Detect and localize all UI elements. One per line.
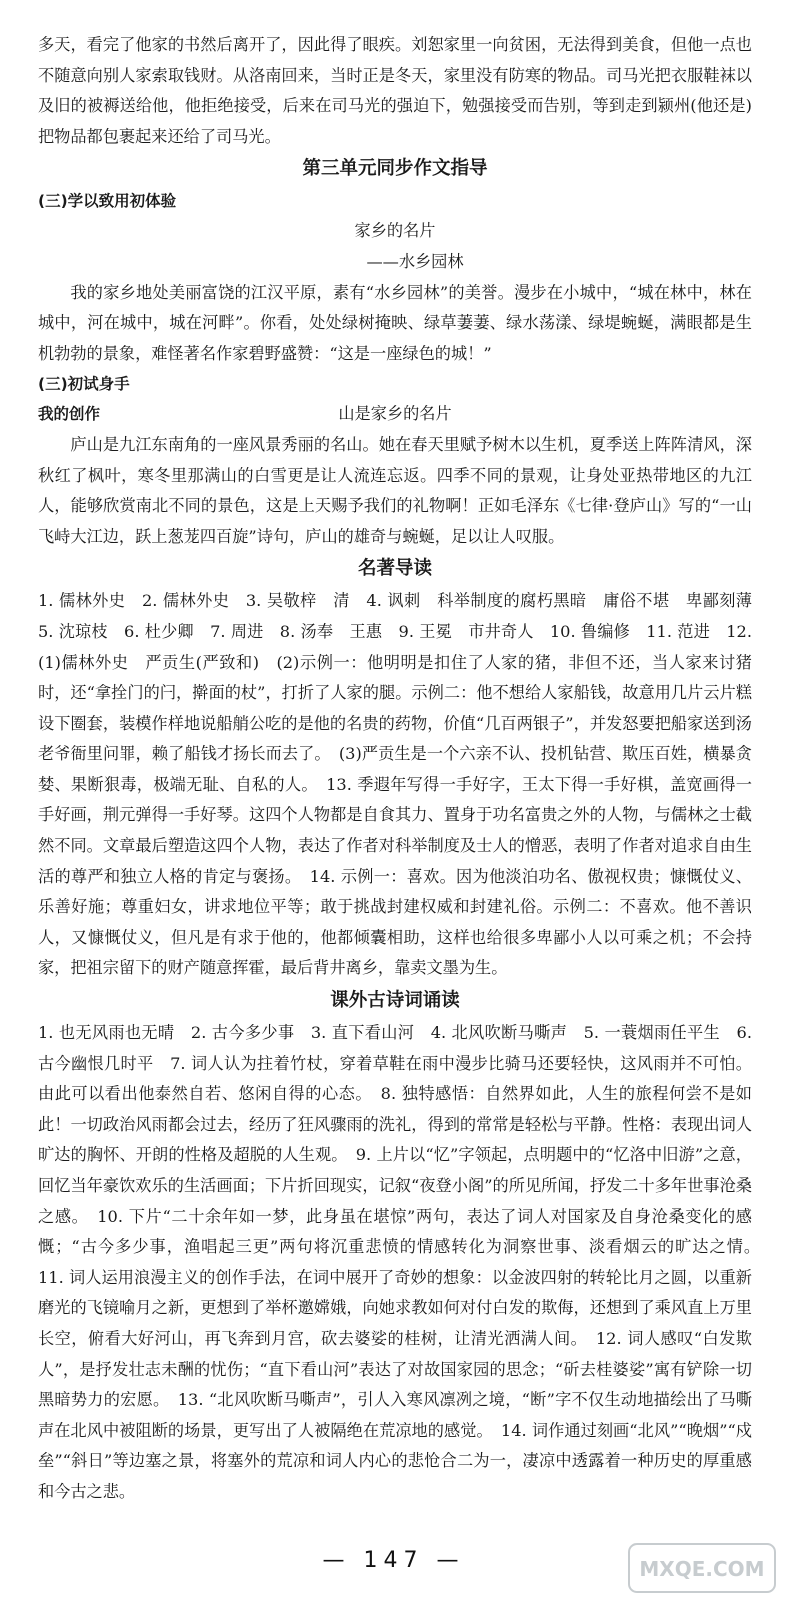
creation-text: 庐山是九江东南角的一座风景秀丽的名山。她在春天里赋予树木以生机，夏季送上阵阵清风，深秋红了枫叶，寒冬里那满山的白雪更是让人流连忘返。四季不同的景观，让身处亚热带地区的九江人，能够欣赏南北不同的景色，这是上天赐予我们的礼物啊！正如毛泽东《七律·登庐山》写的“一山飞峙大江边，跃上葱茏四百旋”诗句，庐山的雄奇与蜿蜒，足以让人叹服。: [38, 434, 752, 546]
page-content: [38, 30, 769, 1508]
essay-subtitle: ——水乡园林: [366, 251, 464, 271]
watermark-text: MXQE.COM: [639, 1557, 765, 1581]
unit3-part2-heading: (三)初试身手: [38, 375, 130, 394]
classics-answers: 1. 儒林外史 2. 儒林外史 3. 吴敬梓 清 4. 讽刺 科举制度的腐朽黑暗 庸俗不堪 卑鄙刻薄 5. 沈琼枝 6. 杜少卿 7. 周进 8. 汤奉 王惠 9. 王冕 市井奇人 10. 鲁编修 11. 范进 12. (1)儒林外史 严贡生(严致和) (2)示例一：他明明是扣住了人家的猪，非但不还，当人家来讨猪时，还“拿拴门的闩，擀面的杖”，打折了人家的腿。示例二：他不想给人家船钱，故意用几片云片糕设下圈套，装模作样地说船艄公吃的是他的名贵的药物，价值“几百两银子”，并发怒要把船家送到汤老爷衙里问罪，赖了船钱才扬长而去了。 (3)严贡生是一个六亲不认、投机钻营、欺压百姓，横暴贪婪、果断狠毒，极端无耻、自私的人。 13. 季遐年写得一手好字，王太下得一手好棋，盖宽画得一手好画，荆元弹得一手好琴。这四个人物都是自食其力、置身于功名富贵之外的人物，与儒林之士截然不同。文章最后塑造这四个人物，表达了作者对科举制度及士人的憎恶，表明了作者对追求自由生活的尊严和独立人格的肯定与褒扬。 14. 示例一：喜欢。因为他淡泊功名、傲视权贵；慷慨仗义、乐善好施；尊重妇女，讲求地位平等；敢于挑战封建权威和封建礼俗。示例二：不喜欢。他不善识人，又慷慨仗义，但凡是有求于他的，他都倾囊相助，这样也给很多卑鄙小人以可乘之机；不会持家，把祖宗留下的财产随意挥霍，最后背井离乡，靠卖文墨为生。: [38, 591, 769, 978]
poetry-title: 课外古诗词诵读: [330, 990, 460, 1012]
unit3-part1-heading: (三)学以致用初体验: [38, 192, 177, 211]
classics-title: 名著导读: [357, 558, 432, 580]
page-number: — 147 —: [322, 1548, 465, 1573]
intro-paragraph: 多天，看完了他家的书然后离开了，因此得了眼疾。刘恕家里一向贫困，无法得到美食，但他一点也不随意向别人家索取钱财。从洛南回来，当时正是冬天，家里没有防寒的物品。司马光把衣服鞋袜以及旧的被褥送给他，他拒绝接受，后来在司马光的强迫下，勉强接受而告别，等到走到颍州(他还是)把物品都包裹起来还给了司马光。: [38, 35, 752, 146]
creation-label: 我的创作: [38, 405, 101, 424]
poetry-answers: 1. 也无风雨也无晴 2. 古今多少事 3. 直下看山河 4. 北风吹断马嘶声 5. 一蓑烟雨任平生 6. 古今幽恨几时平 7. 词人认为拄着竹杖，穿着草鞋在雨中漫步比骑马还要轻快，这风雨并不可怕。由此可以看出他泰然自若、悠闲自得的心态。 8. 独特感悟：自然界如此，人生的旅程何尝不是如此！一切政治风雨都会过去，经历了狂风骤雨的洗礼，得到的常常是轻松与平静。性格：表现出词人旷达的胸怀、开朗的性格及超脱的人生观。 9. 上片以“忆”字领起，点明题中的“忆洛中旧游”之意，回忆当年豪饮欢乐的生活画面；下片折回现实，记叙“夜登小阁”的所见所闻，抒发二十多年世事沧桑之感。 10. 下片“二十余年如一梦，此身虽在堪惊”两句，表达了词人对国家及自身沧桑变化的感慨；“古今多少事，渔唱起三更”两句将沉重悲愤的情感转化为洞察世事、淡看烟云的旷达之情。 11. 词人运用浪漫主义的创作手法，在词中展开了奇妙的想象：以金波四射的转轮比月之圆，以重新磨光的飞镜喻月之新，更想到了举杯邀嫦娥，向她求教如何对付白发的欺侮，还想到了乘风直上万里长空，俯看大好河山，再飞奔到月宫，砍去婆娑的桂树，让清光洒满人间。 12. 词人感叹“白发欺人”，是抒发壮志未酬的忧伤；“直下看山河”表达了对故国家园的思念；“斫去桂婆娑”寓有铲除一切黑暗势力的宏愿。 13. “北风吹断马嘶声”，引人入寒风凛冽之境，“断”字不仅生动地描绘出了马嘶声在北风中被阻断的场景，更写出了人被隔绝在荒凉地的感觉。 14. 词作通过刻画“北风”“晚烟”“戍垒”“斜日”等边塞之景，将塞外的荒凉和词人内心的悲怆合二为一，凄凉中透露着一种历史的厚重感和今古之悲。: [38, 1023, 769, 1501]
unit3-title: 第三单元同步作文指导: [302, 158, 488, 180]
essay-title: 家乡的名片: [354, 221, 436, 241]
essay-text: 我的家乡地处美丽富饶的江汉平原，素有“水乡园林”的美誉。漫步在小城中，“城在林中，林在城中，河在城中，城在河畔”。你看，处处绿树掩映、绿草萋萋、绿水荡漾、绿堤蜿蜒，满眼都是生机勃勃的景象，难怪著名作家碧野盛赞：“这是一座绿色的城！”: [38, 282, 752, 363]
watermark-logo: [627, 1542, 777, 1594]
creation-header: [38, 399, 752, 430]
creation-title: 山是家乡的名片: [338, 404, 452, 424]
